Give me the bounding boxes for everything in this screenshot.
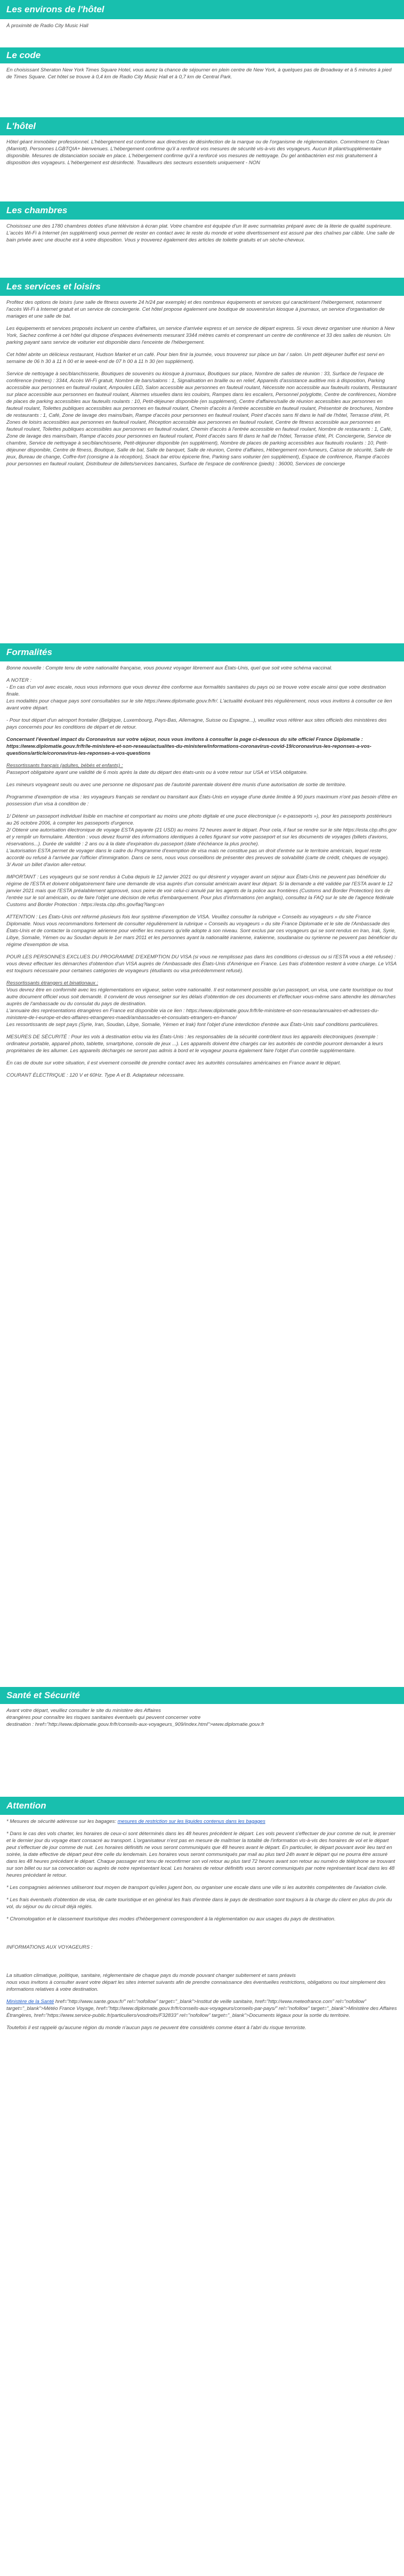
text-paragraph: L'annuaire des représentations étrangères en France est disponible via ce lien : https://www.diplomatie.gouv.fr/fr/le-ministere-et-son-reseau/annuaires-et-adresses-du-ministere-de-l-europe-et-des-affaires-etrangeres-maedi/ambassades-et-consulats-etrangers-en-france/ [6, 1008, 379, 1021]
section-code [0, 47, 404, 117]
section-title-hotel: L'hôtel [0, 117, 404, 135]
text-paragraph: L'autorisation ESTA permet de voyager dans le cadre du Programme d'exemption de visa mais ne constitue pas un droit d'entrée sur le territoire américain, lequel reste accordé ou refusé à l'arrivée par l'officier d'immigration. Dans ce sens, nous vous conseillons de présenter des preuves de solvabilité (carte de crédit, chèques de voyage). [6, 848, 389, 861]
text-paragraph: À proximité de Radio City Music Hall [6, 23, 88, 29]
text-paragraph: La situation climatique, politique, sanitaire, réglementaire de chaque pays du monde pouvant changer subitement et sans préavis [6, 1973, 296, 1979]
text-paragraph [6, 1998, 398, 2019]
text-paragraph: Programme d'exemption de visa : les voyageurs français se rendant ou transitant aux États-Unis en voyage d'une durée limitée à 90 jours maximum n'ont pas besoin d'être en possession d'un visa à condition de : [6, 794, 398, 807]
section-body-hotel [0, 135, 404, 201]
text-paragraph: Choisissez une des 1780 chambres dotées d'une télévision à écran plat. Votre chambre est équipée d'un lit avec surmatelas préparé avec de la literie de qualité supérieure. L'accès Wi-Fi à Internet (en supplément) vous permet de rester en contact avec le reste du monde et votre divertissement est assuré par des chaînes par câble. Une salle de bain privée avec une douche est à votre disposition. Vous y trouverez également des articles de toilette gratuits et un sèche-cheveux. [6, 223, 395, 243]
liquids-restriction-link[interactable]: mesures de restriction sur les liquides contenus dans les bagages [117, 1819, 265, 1824]
text-heading: A NOTER : [6, 677, 32, 683]
text-paragraph: * Les frais éventuels d'obtention de visa, de carte touristique et en général les frais d'entrée dans le pays de destination sont toujours à la charge du client en plus du prix du vol, du séjour ou du circuit déjà réglés. [6, 1897, 392, 1910]
text-paragraph: Avant votre départ, veuillez consulter le site du ministère des Affaires [6, 1708, 161, 1714]
text-paragraph: Bonne nouvelle : Compte tenu de votre nationalité française, vous pouvez voyager librement aux États-Unis, quel que soit votre schéma vaccinal. [6, 665, 333, 671]
section-hotel [0, 117, 404, 201]
section-body-services [0, 296, 404, 643]
text-paragraph [6, 1818, 398, 1825]
text-fragment: * Mesures de sécurité adéresse sur les bagages: [6, 1819, 118, 1824]
section-services [0, 278, 404, 643]
text-paragraph: En choisissant Sheraton New York Times Square Hotel, vous aurez la chance de séjourner en plein centre de New York, à quelques pas de Broadway et à 5 minutes à pied de Times Square. Cet hôtel se trouve à 0,4 km de Radio City Music Hall et à 0,7 km de Central Park. [6, 67, 392, 80]
section-body-formalites [0, 661, 404, 1687]
covid-notice [6, 736, 398, 743]
text-paragraph: IMPORTANT : Les voyageurs qui se sont rendus à Cuba depuis le 12 janvier 2021 ou qui désirent y voyager avant un séjour aux États-Unis ne peuvent pas bénéficier du régime de l'ESTA et doivent obligatoirement faire une demande de visa auprès d'un consulat américain avant leur départ. Si la demande a été validée par l'ESTA avant le 12 janvier 2021 mais que l'ESTA préalablement approuvé, sous peine de voir celui-ci annulé par les agents de la police aux frontières (Customs and Border Protection) lors de l'entrée sur le sol américain, ou de faire l'objet une décision de refus d'embarquement. Pour plus d'informations (en anglais), consultez la FAQ sur le site de l'agence fédérale Customs and Border Protection : https://esta.cbp.dhs.gov/faq?lang=en [6, 874, 394, 908]
text-paragraph: Cet hôtel abrite un délicieux restaurant, Hudson Market et un café. Pour bien finir la journée, vous trouverez sur place un bar / salon. Un petit déjeuner buffet est servi en semaine de 06 h 30 à 11 h 00 et le week-end de 07 h 00 à 11 h 30 (en supplément). [6, 352, 385, 365]
ministry-health-link[interactable]: Ministère de la Santé [6, 1999, 54, 2005]
text-paragraph: 3/ Avoir un billet d'avion aller-retour. [6, 862, 87, 868]
text-paragraph: Service de nettoyage à sec/blanchisserie, Boutiques de souvenirs ou kiosque à journaux, Boutiques sur place, Nombre de salles de réunion : 33, Surface de l'espace de conférence (mètres) : 3344, Accès Wi-Fi gratuit, Nombre de bars/salons : 1, Signalisation en braille ou en relief, Appareils d'assistance auditive mis à disposition, Parking accessible aux personnes en fauteuil roulant, Ampoules LED, Salon accessible aux personnes en fauteuil roulant, Nécessite non accessible aux fauteuils roulants, Restaurant sur place accessible aux personnes en fauteuil roulant, Alarmes visuelles dans les couloirs, Rampes dans les escaliers, Personnel polyglotte, Centre de conférences, Nombre de places de parking accessibles aux fauteuils roulants : 10, Petit-déjeuner disponible (en supplément), Centre d'affaires/salle de réunion accessibles aux personnes en fauteuil roulant, Toilettes publiques accessibles aux personnes en fauteuil roulant, Chemin d'accès à l'entrée accessible en fauteuil roulant, Présentoir de brochures, Nombre de restaurants : 1, Café, Zone de lavage des mains/bain, Rampe d'accès pour personnes en fauteuil roulant, Point d'accès sans fil dans le hall de l'hôtel, Terrasse d'été, Pl. Zones de loisirs accessibles aux personnes en fauteuil roulant, Réception accessible aux personnes en fauteuil roulant, Centre de fitness accessible aux personnes en fauteuil roulant, Toilettes publiques accessibles aux personnes en fauteuil roulant, Chemin d'accès à l'entrée accessible en fauteuil roulant, Nombre de restaurants : 1, Café, Zone de lavage des mains/bain, Rampe d'accès pour personnes en fauteuil roulant, Point d'accès sans fil dans le hall de l'hôtel, Terrasse d'été, Pl. Conciergerie, Service de chambre, Service de nettoyage à sec/blanchisserie, Petit-déjeuner disponible (en supplément), Nombre de places de parking accessibles aux fauteuils roulants : 10, Petit-déjeuner disponible, Centre de fitness, Boutique, Salle de bal, Salle de banquet, Salle de réunion, Centre d'affaires, Hébergement non-fumeurs, Caisse de sécurité, Salle de jeux, Bureau de change, Coffre-fort (consigne à la réception), Snack bar et/ou épicerie fine, Parking sans voiturier (en supplément), Espace de conférence, Rampe d'accès pour personnes en fauteuil roulant, Distributeur de billets/services bancaires, Surface de l'espace de conférence (pieds) : 36000, Services de concierge [6, 371, 397, 467]
section-title-environs: Les environs de l'hôtel [0, 0, 404, 19]
text-paragraph: 2/ Obtenir une autorisation électronique de voyage ESTA payante (21 USD) au moins 72 heures avant le départ. Pour cela, il faut se rendre sur le site https://esta.cbp.dhs.gov et y remplir un formulaire. Attention : vous devez fournir des informations identiques à celles figurant sur votre passeport et sur les documents de voyages (billets d'avions, réservations...). Durée de validité : 2 ans ou à la date d'expiration du passeport (date d'échéance la plus proche). [6, 827, 397, 847]
section-attention [0, 1797, 404, 2327]
covid-link-paragraph [6, 743, 398, 757]
covid-notice-bold: Concernant l'éventuel impact du Coronavirus sur votre séjour, nous vous invitons à consulter la page ci-dessous du site officiel France Diplomatie : [6, 737, 363, 742]
text-paragraph: Passeport obligatoire ayant une validité de 6 mois après la date du départ des états-unis ou à votre retour sur USA et VISA obligatoire. [6, 770, 308, 776]
section-chambres [0, 201, 404, 278]
text-paragraph: Les modalités pour chaque pays sont consultables sur le site https://www.diplomatie.gouv.fr/fr/. L'actualité évoluant très régulièrement, nous vous invitons à consulter ce lien avant votre départ. [6, 698, 392, 711]
text-paragraph: POUR LES PERSONNES EXCLUES DU PROGRAMME D'EXEMPTION DU VISA (si vous ne remplissez pas dans les conditions ci-dessus ou si l'ESTA vous a été refusée) : vous devez effectuer les démarches d'obtention d'un VISA auprès de l'Ambassade des États-Unis d'Amérique en France. Les frais d'obtention restent à votre charge. Le VISA est toujours nécessaire pour certaines catégories de voyageurs (étudiants ou visa précédemment refusé). [6, 954, 397, 974]
text-paragraph: * Les compagnies aériennes utiliseront tout moyen de transport qu'elles jugent bon, ou organiser une escale dans une ville si les autorités compétentes de l'aviation civile. [6, 1885, 387, 1891]
section-title-attention: Attention [0, 1797, 404, 1815]
section-body-code [0, 63, 404, 117]
text-subheading: Ressortissants étrangers et binationaux : [6, 980, 99, 986]
text-paragraph: COURANT ÉLECTRIQUE : 120 V et 60Hz. Type A et B. Adaptateur nécessaire. [6, 1072, 185, 1078]
text-paragraph: Hôtel géant immobilier professionnel. L'hébergement est conforme aux directives de désinfection de la marque ou de l'organisme de réglementation. Commitment to Clean (Marriott). Personnes LGBTQIA+ bienvenues. L'hébergement confirme qu'il a renforcé vos mesures de sécurité vis-à-vis des voyageurs. Aucun lit pliant/supplémentaire disponible. Mesures de distanciation sociale en place. L'hébergement confirme qu'il a renforcé vos mesures de nettoyage. Du gel antibactérien est mis gratuitement à disposition des voyageurs. L'hébergement est désinfecté. Travailleurs des secteurs essentiels uniquement - NON [6, 139, 390, 166]
text-paragraph: MESURES DE SÉCURITÉ : Pour les vols à destination et/ou via les États-Unis : les responsables de la sécurité contrôlent tous les appareils électroniques (exemple : ordinateur portable, appareil photo, tablette, smartphone, console de jeux ...). Les appareils doivent être chargés car les autorités de contrôle pourront demander à leurs propriétaires de les allumer. Les appareils déchargés ne seront pas admis à bord et le voyageur pourra également faire l'objet d'un contrôle supplémentaire. [6, 1034, 383, 1054]
text-subheading: Ressortissants français (adultes, bébés et enfants) : [6, 763, 123, 769]
section-sante [0, 1687, 404, 1797]
section-body-chambres [0, 220, 404, 278]
text-paragraph: Les mineurs voyageant seuls ou avec une personne ne disposant pas de l'autorité parentale doivent être munis d'une autorisation de sortie de territoire. [6, 782, 346, 788]
section-title-code: Le code [0, 47, 404, 63]
text-paragraph: En cas de doute sur votre situation, il est vivement conseillé de prendre contact avec les autorités consulaires américaines en France avant le départ. [6, 1060, 341, 1066]
section-title-services: Les services et loisirs [0, 278, 404, 296]
text-heading: INFORMATIONS AUX VOYAGEURS : [6, 1944, 93, 1950]
text-paragraph: Toutefois il est rappelé qu'aucune région du monde n'aucun pays ne peuvent être considérés comme étant à l'abri du risque terroriste. [6, 2025, 306, 2031]
text-paragraph: étrangères pour connaître les risques sanitaires éventuels qui peuvent concerner votre [6, 1715, 201, 1721]
text-paragraph: 1/ Détenir un passeport individuel lisible en machine et comportant au moins une photo digitale et une puce électronique (« e-passeports »), pour les passeports postérieurs au 26 octobre 2006, à compter les passeports d'urgence. [6, 813, 392, 826]
section-body-environs [0, 19, 404, 47]
text-paragraph: * Chromologation et le classement touristique des modes d'hébergement correspondent à la réglementation ou aux usages du pays de destination. [6, 1916, 336, 1922]
text-paragraph: destination : href="http://www.diplomatie.gouv.fr/fr/conseils-aux-voyageurs_909/index.html">www.diplomatie.gouv.fr [6, 1722, 264, 1727]
section-title-sante: Santé et Sécurité [0, 1687, 404, 1704]
text-paragraph: Vous devrez être en conformité avec les réglementations en vigueur, selon votre nationalité. Il est notamment possible qu'un passeport, un visa, une carte touristique ou tout autre document officiel vous soit demandé. Il convient de vous renseigner sur les délais d'obtention de ces documents et d'effectuer vous-même sans attendre les démarches auprès de l'ambassade ou du consulat du pays de destination. [6, 987, 396, 1007]
text-paragraph: ATTENTION : Les États-Unis ont réformé plusieurs fois leur système d'exemption de VISA. Veuillez consulter la rubrique « Conseils au voyageurs » du site France Diplomatie. Nous vous recommandons fortement de consulter régulièrement la rubrique « Conseils au voyageurs » du site France Diplomatie et le site de l'Ambassade des États-Unis et de contacter la compagnie aérienne pour vérifier les mesures qu'elle adopte à son niveau. Sont exclus par ces voyageurs qui se sont rendus en Iran, Irak, Syrie, Libye, Somalie, Yémen ou au Soudan depuis le 1er mars 2011 et les personnes ayant la nationalité iranienne, irakienne, soudanaise ou syrienne ne peuvent pas bénéficier du régime d'exemption de visa. [6, 914, 398, 948]
text-paragraph: nous vous invitons à consulter avant votre départ les sites internet suivants afin de prendre connaissance des éventuelles restrictions, obligations ou tout simplement des informations relatives à votre destination. [6, 1980, 386, 1992]
section-body-sante [0, 1704, 404, 1797]
section-title-formalites: Formalités [0, 643, 404, 661]
text-paragraph: Les équipements et services proposés incluent un centre d'affaires, un service d'arrivée express et un service de départ express. Si vous devez organiser une réunion à New York, Sachez confirme à cet hôtel qui dispose d'espaces événements mesurant 3344 mètres carrés et comprenant un centre de conférence et 33 des salles de réunion. Un parking payant sans service de voiturier est disponible dans l'enceinte de l'hébergement. [6, 326, 395, 345]
section-environs [0, 0, 404, 47]
text-paragraph: * Dans le cas des vols charter, les horaires de ceux-ci sont déterminés dans les 48 heures précédent le départ. Les vols peuvent s'effectuer de jour comme de nuit, le premier et le dernier jour du voyage étant consacré au transport. L'organisateur n'est pas en mesure de maîtriser la totalité de l'information vis-à-vis des horaires de vol et le départ peut s'effectuer de jour comme de nuit. Les horaires définitifs ne vous seront communiqués que 48 heures avant le départ. En particulier, le départ pouvant avoir lieu tard en soirée, la date effective de départ peut être celle du lendemain. Les horaires vous seront communiqués par mail au plus tard 24h avant le départ qui ne pourra être assuré dans les 48 heures précédant le départ. Chaque passager est tenu de reconfirmer son vol retour au plus tard 72 heures avant son retour au numéro de téléphone se trouvant sur son billet ou sur sa convocation ou auprès de notre représentant local. Les horaires de retour définitifs vous seront communiqués par notre représentant local dans les 48 heures précédant le retour. [6, 1831, 396, 1878]
text-paragraph: Les ressortissants de sept pays (Syrie, Iran, Soudan, Libye, Somalie, Yémen et Irak) font l'objet d'une interdiction d'entrée aux États-Unis sauf conditions particulières. [6, 1022, 379, 1028]
text-paragraph: - En cas d'un vol avec escale, nous vous informons que vous devrez être conforme aux formalités sanitaires du pays où se trouve votre escale ainsi que votre destination finale. [6, 684, 386, 697]
covid-link[interactable]: https://www.diplomatie.gouv.fr/fr/le-ministere-et-son-reseau/actualites-du-ministere/informations-coronavirus-covid-19/coronavirus-les-reponses-a-vos-questions/article/coronavirus-les-reponses-a-vos-questions [6, 744, 371, 756]
text-paragraph: Profitez des options de loisirs (une salle de fitness ouverte 24 h/24 par exemple) et des nombreux équipements et services qui caractérisent l'hébergement, notamment l'accès Wi-Fi à Internet gratuit et un service de conciergerie. Cet hôtel propose également une boutique de souvenirs/un kiosque à journaux, un service d'organisation de mariages et une salle de bal. [6, 300, 385, 319]
section-formalites [0, 643, 404, 1687]
text-fragment: href="http://www.sante.gouv.fr/" rel="nofollow" target="_blank">Institut de veille sanitaire, href="http://www.meteofrance.com" rel="nofollow" target="_blank">Météo France Voyage, href="http://www.diplomatie.gouv.fr/fr/conseils-aux-voyageurs/conseils-par-pays/" rel="nofollow" target="_blank">Ministère des Affaires Étrangères, href="https://www.service-public.fr/particuliers/vosdroits/F32833" rel="nofollow" target="_blank">Documents légaux pour la sortie du territoire. [6, 1999, 397, 2018]
section-title-chambres: Les chambres [0, 201, 404, 220]
text-paragraph: - Pour tout départ d'un aéroport frontalier (Belgique, Luxembourg, Pays-Bas, Allemagne, Suisse ou Espagne...), veuillez vous référer aux sites officiels des ministères des pays concernés pour les conditions de départ et de retour. [6, 717, 387, 730]
section-body-attention [0, 1815, 404, 2327]
